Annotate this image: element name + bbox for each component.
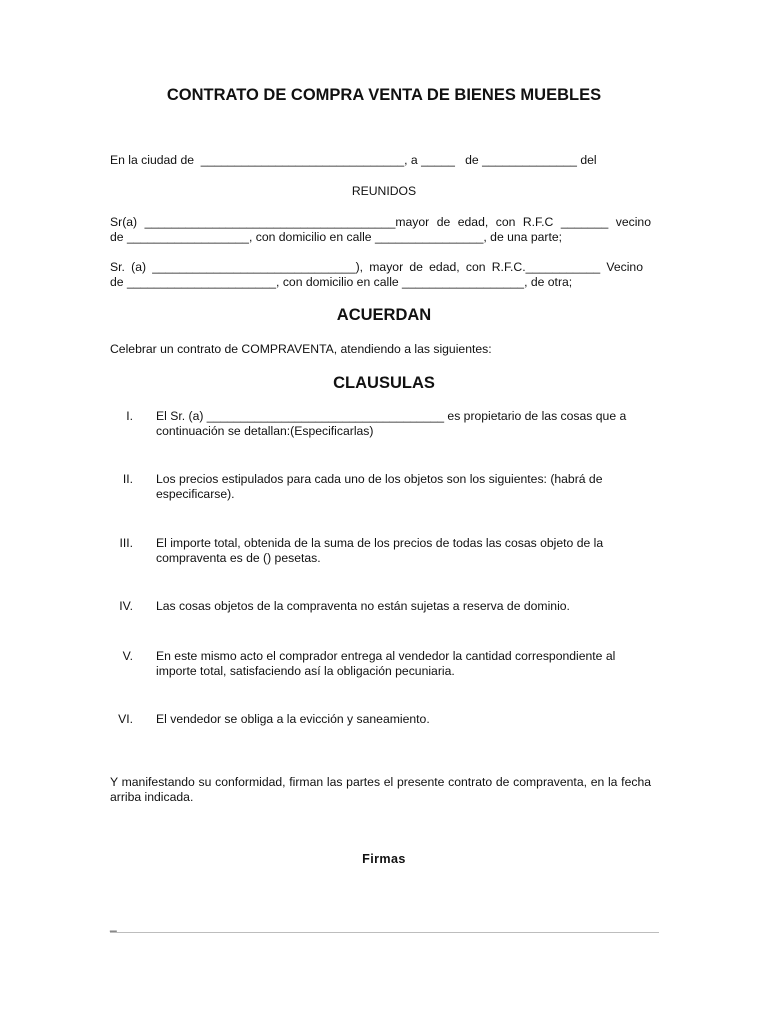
reunidos-label: REUNIDOS [351, 184, 417, 198]
clause-number: I. [126, 409, 133, 423]
party1-line1: Sr(a) _____________________________________mayor de edad, con R.F.C _______ vecino [110, 215, 651, 229]
signatures-heading: Firmas [362, 852, 406, 866]
intro-line: En la ciudad de ______________________________, a _____ de ______________ del [110, 153, 597, 167]
party2-line2: de ______________________, con domicilio en calle __________________, de otra; [110, 275, 573, 289]
footer-mark: _ [110, 918, 117, 932]
clause-number: II. [122, 472, 133, 486]
party1-line2: de __________________, con domicilio en calle ________________, de una parte; [110, 230, 562, 244]
clause-number: V. [122, 649, 133, 663]
closing-paragraph: Y manifestando su conformidad, firman las partes el presente contrato de compraventa, en la fecha arriba indicada. [110, 775, 651, 804]
acuerdan-text: Celebrar un contrato de COMPRAVENTA, atendiendo a las siguientes: [110, 342, 492, 356]
clause-text: El Sr. (a) ___________________________________ es propietario de las cosas que a continuación se detallan:(Especificarlas) [156, 409, 627, 438]
document-title: CONTRATO DE COMPRA VENTA DE BIENES MUEBLES [166, 86, 602, 104]
clause-number: III. [119, 536, 133, 550]
clause-text: El vendedor se obliga a la evicción y saneamiento. [156, 712, 430, 726]
acuerdan-heading: ACUERDAN [336, 306, 432, 324]
clause-number: VI. [118, 712, 133, 726]
clause-text: Las cosas objetos de la compraventa no están sujetas a reserva de dominio. [156, 599, 570, 613]
clause-text: El importe total, obtenida de la suma de los precios de todas las cosas objeto de la compraventa es de () pesetas. [156, 536, 604, 565]
party2-line1: Sr. (a) ______________________________), mayor de edad, con R.F.C.___________ Vecino [110, 260, 643, 274]
clausulas-heading: CLAUSULAS [333, 374, 435, 392]
footer-divider [110, 932, 659, 933]
clause-text: En este mismo acto el comprador entrega al vendedor la cantidad correspondiente al importe total, satisfaciendo así la obligación pecuniaria. [156, 649, 616, 678]
clause-text: Los precios estipulados para cada uno de los objetos son los siguientes: (habrá de especificarse). [156, 472, 603, 501]
clause-number: IV. [119, 599, 133, 613]
